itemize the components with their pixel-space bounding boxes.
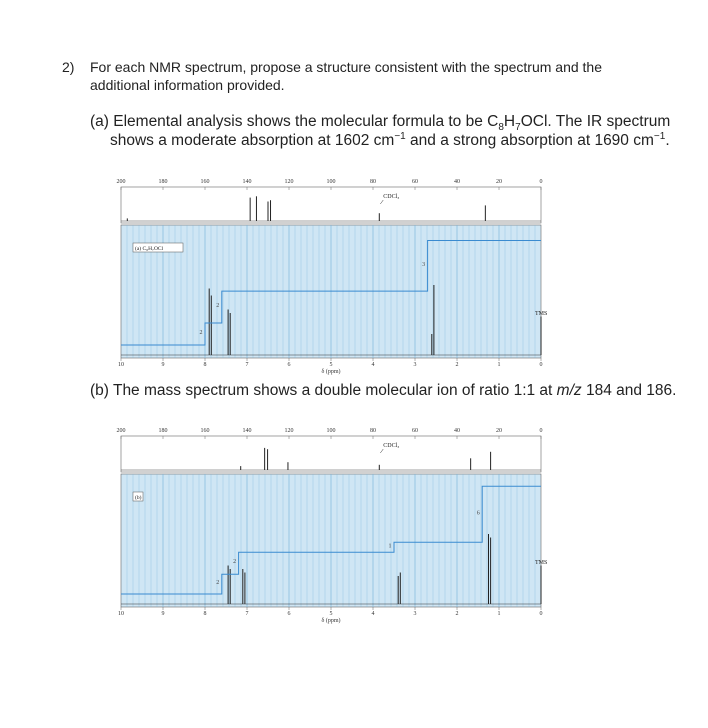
part-a-text: (a) Elemental analysis shows the molecular formula to be $C_8H_7OCl$. The IR spectrum shows a moderate absorption at 1602 $cm^{-1}$ and a strong absorption at 1690 $cm^{-1}$. xyxy=(90,113,671,149)
h1-tick-label: 1 xyxy=(497,362,501,368)
x-axis-label: δ (ppm) xyxy=(321,369,341,375)
c13-box xyxy=(121,187,541,223)
c13-tick-label: 20 xyxy=(496,179,502,185)
h1-tick-label: 4 xyxy=(371,611,375,617)
integral-label: 2 xyxy=(199,330,203,336)
tms-label: TMS xyxy=(535,560,548,566)
h1-tick-label: 3 xyxy=(413,611,417,617)
cdcl3-label: CDCl₃ xyxy=(383,194,400,200)
spectrum-label: (a) C₈H₇OCl xyxy=(135,246,164,252)
c13-tick-label: 120 xyxy=(284,428,294,434)
h1-tick-label: 7 xyxy=(245,362,249,368)
h1-tick-label: 2 xyxy=(455,611,459,617)
c13-tick-label: 80 xyxy=(370,428,376,434)
c13-tick-label: 100 xyxy=(326,179,336,185)
cdcl3-label: CDCl₃ xyxy=(383,443,400,449)
x-axis-label: δ (ppm) xyxy=(321,618,341,624)
spectrum-label: (b) xyxy=(135,495,142,501)
c13-tick-label: 80 xyxy=(370,179,376,185)
nmr-spectrum-b-plot xyxy=(115,424,547,624)
c13-tick-label: 40 xyxy=(454,428,460,434)
nmr-spectrum-a xyxy=(115,175,547,375)
c13-tick-label: 0 xyxy=(539,428,543,434)
question-number: 2) xyxy=(62,59,75,75)
h1-tick-label: 3 xyxy=(413,362,417,368)
c13-tick-label: 200 xyxy=(116,428,126,434)
h1-tick-label: 9 xyxy=(161,362,165,368)
h1-tick-label: 0 xyxy=(539,611,543,617)
c13-tick-label: 60 xyxy=(412,428,418,434)
integral-label: 3 xyxy=(422,261,426,268)
integral-label: 2 xyxy=(216,580,220,587)
h1-tick-label: 6 xyxy=(287,362,291,368)
part-b-text: (b) The mass spectrum shows a double molecular ion of ratio 1:1 at m/z 184 and 186. xyxy=(90,382,677,399)
h1-tick-label: 8 xyxy=(203,362,207,368)
h1-tick-label: 5 xyxy=(329,362,333,368)
c13-tick-label: 120 xyxy=(284,179,294,185)
c13-tick-label: 100 xyxy=(326,428,336,434)
tms-label: TMS xyxy=(535,311,548,317)
h1-tick-label: 10 xyxy=(118,362,124,368)
c13-tick-label: 140 xyxy=(242,428,252,434)
h1-tick-label: 8 xyxy=(203,611,207,617)
integral-label: 2 xyxy=(216,303,220,310)
h1-tick-label: 9 xyxy=(161,611,165,617)
c13-box xyxy=(121,436,541,472)
h1-tick-label: 0 xyxy=(539,362,543,368)
question-text: For each NMR spectrum, propose a structure consistent with the spectrum and the additional information provided. xyxy=(90,59,603,93)
h1-tick-label: 4 xyxy=(371,362,375,368)
c13-tick-label: 40 xyxy=(454,179,460,185)
nmr-spectrum-b xyxy=(115,424,547,624)
c13-tick-label: 180 xyxy=(158,179,168,185)
integral-label: 2 xyxy=(233,559,237,566)
h1-tick-label: 10 xyxy=(118,611,124,617)
h1-tick-label: 5 xyxy=(329,611,333,617)
c13-tick-label: 60 xyxy=(412,179,418,185)
c13-tick-label: 180 xyxy=(158,428,168,434)
h1-tick-label: 7 xyxy=(245,611,249,617)
h1-tick-label: 2 xyxy=(455,362,459,368)
c13-tick-label: 160 xyxy=(200,179,210,185)
nmr-spectrum-a-plot xyxy=(115,175,547,375)
c13-tick-label: 140 xyxy=(242,179,252,185)
c13-tick-label: 20 xyxy=(496,428,502,434)
integral-label: 6 xyxy=(476,510,480,517)
h1-tick-label: 6 xyxy=(287,611,291,617)
c13-tick-label: 200 xyxy=(116,179,126,185)
c13-tick-label: 0 xyxy=(539,179,543,185)
integral-label: 1 xyxy=(388,543,392,550)
c13-tick-label: 160 xyxy=(200,428,210,434)
h1-tick-label: 1 xyxy=(497,611,501,617)
